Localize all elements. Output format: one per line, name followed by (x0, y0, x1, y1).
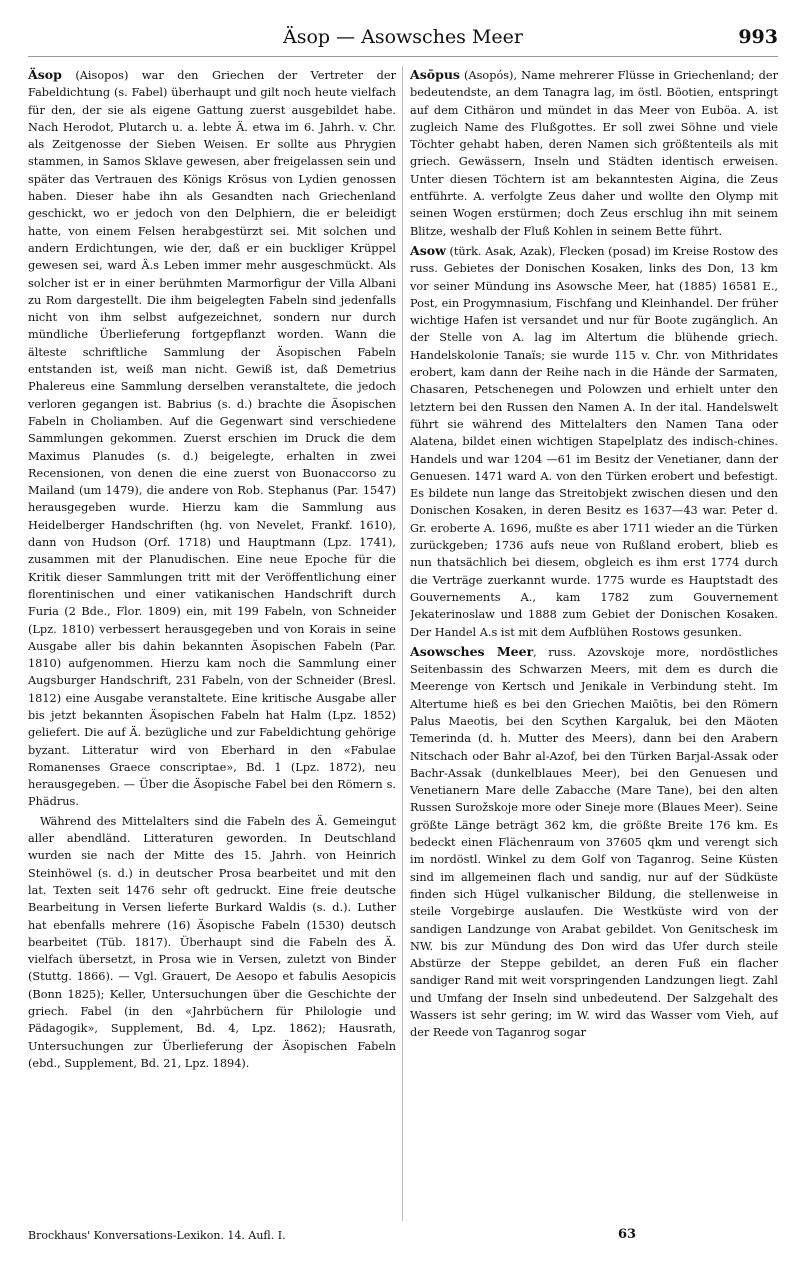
running-title: Äsop — Asowsches Meer (282, 26, 523, 48)
page (28, 22, 778, 1252)
column-divider (402, 66, 403, 1221)
page-footer (28, 1227, 778, 1247)
entry-asopus (410, 66, 778, 240)
lemma: Asow (410, 242, 446, 258)
lemma: Äsop (28, 67, 62, 82)
text-columns (28, 66, 778, 1221)
entry-text: , russ. Azovskoje more, nordöstliches Seitenbassin des Schwarzen Meers, mit dem es durch die Meerenge von Kertsch und Jenikale in Verbindung steht. Im Altertume hieß es bei den Griechen Maiōtis, bei den Römern Palus Maeotis, bei den Scythen Kargaluk, bei den Mäoten Temerinda (d. h. Mutter des Meers), dann bei den Arabern Nitschach oder Bahr al-Azof, bei den Türken Barjal-Assak oder Bachr-Assak (dunkelblaues Meer), bei den Genuesen und Venetianern Mare delle Zabacche (Mare Tane), bei den alten Russen Surožskoje more oder Sineje more (Blaues Meer). Seine größte Länge beträgt 362 km, die größte Breite 176 km. Es bedeckt einen Flächenraum von 37605 qkm und verengt sich im nordöstl. Winkel zu dem Golf von Taganrog. Seine Küsten sind im allgemeinen flach und sandig, nur auf der Südküste finden sich Hügel vulkanischer Bildung, die stellenweise in steile Vorgebirge auslaufen. Die Westküste wird von der sandigen Landzunge von Arabat gebildet. Von Genitschesk im NW. bis zur Mündung des Don wird das Ufer durch steile Abstürze der Steppe gebildet, an deren Fuß ein flacher sandiger Rand mit weit vorspringenden Landzungen liegt. Zahl und Umfang der Inseln sind unbedeutend. Der Salzgehalt des Wassers ist sehr gering; im W. wird das Wasser vom Vieh, auf der Reede von Taganrog sogar (410, 645, 778, 1040)
lemma: Asōpus (410, 67, 460, 82)
entry-aesop (28, 66, 396, 811)
entry-text: Während des Mittelalters sind die Fabeln des Ä. Gemeingut aller abendländ. Litteraturen geworden. In Deutschland wurden sie nach der Mitte des 15. Jahrh. von Heinrich Steinhöwel (s. d.) in deutscher Prosa bearbeitet und mit den lat. Texten seit 1476 sehr oft gedruckt. Eine freie deutsche Bearbeitung in Versen lieferte Burkard Waldis (s. d.). Luther hat ebenfalls mehrere (16) Äsopische Fabeln (1530) deutsch bearbeitet (Tüb. 1817). Überhaupt sind die Fabeln des Ä. vielfach übersetzt, in Prosa wie in Versen, zuletzt von Binder (Stuttg. 1866). — Vgl. Grauert, De Aesopo et fabulis Aesopicis (Bonn 1825); Keller, Untersuchungen über die Geschichte der griech. Fabel (in den «Jahrbüchern für Philologie und Pädagogik», Supplement, Bd. 4, Lpz. 1862); Hausrath, Untersuchungen zur Überlieferung der Äsopischen Fabeln (ebd., Supplement, Bd. 21, Lpz. 1894). (28, 814, 396, 1070)
lemma: Asowsches Meer (410, 643, 534, 659)
entry-text: (Asopós), Name mehrerer Flüsse in Griechenland; der bedeutendste, an dem Tanagra lag, im östl. Böotien, entspringt auf dem Cithäron und mündet in das Meer von Euböa. A. ist zugleich Name des Flußgottes. Er soll zwei Söhne und viele Töchter gehabt haben, deren Namen sich größtenteils als mit griech. Gewässern, Inseln und Städten identisch erweisen. Unter diesen Töchtern ist am bekanntesten Aigina, die Zeus entführte. A. verfolgte Zeus daher und wollte den Olymp mit seinen Wogen erstürmen; doch Zeus erschlug ihn mit seinem Blitze, weshalb der Fluß Kohlen in seinem Bette führt. (410, 69, 778, 238)
right-column (410, 66, 778, 1221)
entry-text: (Aisopos) war den Griechen der Vertreter der Fabeldichtung (s. Fabel) überhaupt und gilt noch heute vielfach für den, der sie als eigene Gattung zuerst ausgebildet habe. Nach Herodot, Plutarch u. a. lebte Ä. etwa im 6. Jahrh. v. Chr. als Zeitgenosse der Sieben Weisen. Er sollte aus Phrygien stammen, in Samos Sklave gewesen, aber freigelassen sein und später das Vertrauen des Königs Krösus von Lydien genossen haben. Dieser habe ihn als Gesandten nach Griechenland geschickt, wo er jedoch von den Delphiern, die er beleidigt hatte, von einem Felsen herabgestürzt sei. Mit solchen und andern Erdichtungen, wie der, daß er ein buckliger Krüppel gewesen sei, ward Ä.s Leben immer mehr ausgeschmückt. Als solcher ist er in einer berühmten Marmorfigur der Villa Albani zu Rom dargestellt. Die ihm beigelegten Fabeln sind jedenfalls nicht von ihm selbst aufgezeichnet, sondern nur durch mündliche Überlieferung fortgepflanzt worden. Wann die älteste schriftliche Sammlung der Äsopischen Fabeln entstanden ist, weiß man nicht. Gewiß ist, daß Demetrius Phalereus eine Sammlung derselben veranstaltete, die jedoch verloren gegangen ist. Babrius (s. d.) brachte die Äsopischen Fabeln in Choliamben. Auf die Gegenwart sind verschiedene Sammlungen gekommen. Zuerst erschien im Druck die dem Maximus Planudes (s. d.) beigelegte, erhalten in zwei Recensionen, von denen die eine zuerst von Buonaccorso zu Mailand (um 1479), die andere von Rob. Stephanus (Par. 1547) herausgegeben wurde. Hierzu kam die Sammlung aus Heidelberger Handschriften (hg. von Nevelet, Frankf. 1610), dann von Hudson (Orf. 1718) und Hauptmann (Lpz. 1741), zusammen mit der Planudischen. Eine neue Epoche für die Kritik dieser Sammlungen tritt mit der Veröffentlichung einer florentinischen und einer vatikanischen Handschrift durch Furia (2 Bde., Flor. 1809) ein, mit 199 Fabeln, von Schneider (Lpz. 1810) verbessert herausgegeben und von Korais in seine Ausgabe aller bis dahin bekannten Äsopischen Fabeln (Par. 1810) aufgenommen. Hierzu kam noch die Sammlung einer Augsburger Handschrift, 231 Fabeln, von der Schneider (Bresl. 1812) eine Ausgabe veranstaltete. Eine kritische Ausgabe aller bis jetzt bekannten Äsopischen Fabeln hat Halm (Lpz. 1852) geliefert. Die auf Ä. bezügliche und zur Fabeldichtung gehörige byzant. Litteratur wird von Eberhard in den «Fabulae Romanenses Graece conscriptae», Bd. 1 (Lpz. 1872), neu herausgegeben. — Über die Äsopische Fabel bei den Römern s. Phädrus. (28, 69, 396, 809)
entry-asow (410, 242, 778, 641)
entry-asowsches-meer (410, 643, 778, 1042)
left-column (28, 66, 396, 1221)
entry-aesop-continued (28, 813, 396, 1072)
imprint: Brockhaus' Konversations-Lexikon. 14. Aufl. I. (28, 1229, 286, 1242)
signature-mark: 63 (618, 1227, 637, 1242)
page-header (28, 22, 778, 57)
page-number: 993 (738, 26, 778, 48)
entry-text: (türk. Asak, Azak), Flecken (posad) im Kreise Rostow des russ. Gebietes der Donischen Kosaken, links des Don, 13 km vor seiner Mündung ins Asowsche Meer, hat (1885) 16581 E., Post, ein Progymnasium, Fischfang und Kleinhandel. Der früher wichtige Hafen ist versandet und nur für Boote zugänglich. An der Stelle von A. lag im Altertum die blühende griech. Handelskolonie Tanaïs; sie wurde 115 v. Chr. von Mithridates erobert, kam dann der Reihe nach in die Hände der Sarmaten, Chasaren, Petschenegen und Polowzen und erhielt unter den letztern bei den Russen den Namen A. In der ital. Handelswelt führt sie während des Mittelalters den Namen Tana oder Alatena, bildet einen wichtigen Stapelplatz des indisch-chines. Handels und war 1204 —61 im Besitz der Venetianer, dann der Genuesen. 1471 ward A. von den Türken erobert und befestigt. Es bildete nun lange das Streitobjekt zwischen diesen und den Donischen Kosaken, in deren Besitz es 1637—43 war. Peter d. Gr. eroberte A. 1696, mußte es aber 1711 wieder an die Türken zurückgeben; 1736 aufs neue von Rußland erobert, blieb es nun thatsächlich bei diesem, obgleich es ihm erst 1774 durch die Verträge zuerkannt wurde. 1775 wurde es Hauptstadt des Gouvernements A., kam 1782 zum Gouvernement Jekaterinoslaw und 1888 zum Gebiet der Donischen Kosaken. Der Handel A.s ist mit dem Aufblühen Rostows gesunken. (410, 244, 778, 639)
